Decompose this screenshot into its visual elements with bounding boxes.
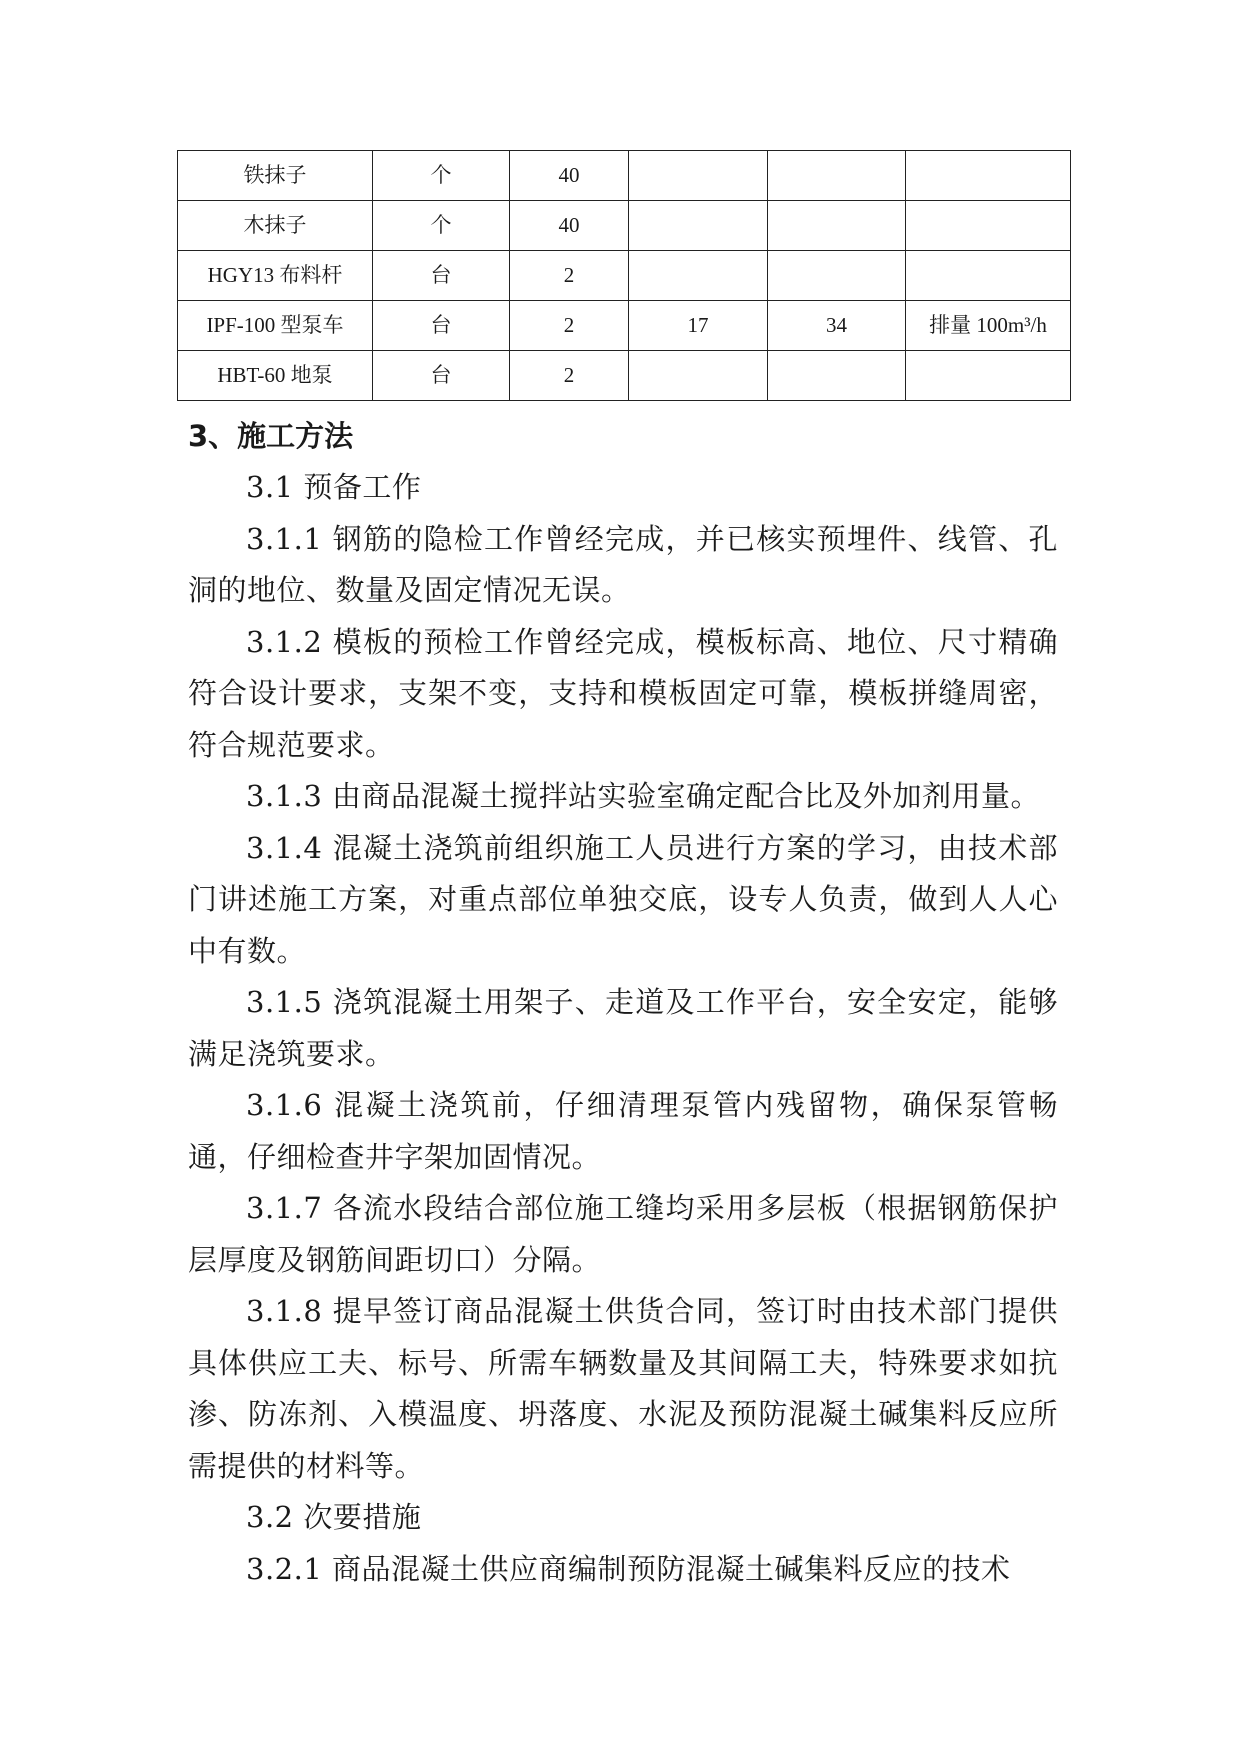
- quantity-cell: 40: [510, 201, 629, 251]
- equipment-name-cell: IPF-100 型泵车: [178, 301, 373, 351]
- table-row: [178, 301, 1071, 351]
- col5-cell: [768, 251, 906, 301]
- paragraph-3-1-6: 3.1.6 混凝土浇筑前，仔细清理泵管内残留物，确保泵管畅通，仔细检查井字架加固情况。: [188, 1088, 1058, 1174]
- table-row: [178, 151, 1071, 201]
- equipment-name-cell: HBT-60 地泵: [178, 351, 373, 401]
- equipment-table: [177, 150, 1071, 401]
- unit-cell: 个: [373, 201, 510, 251]
- note-cell: [906, 351, 1071, 401]
- quantity-cell: 2: [510, 351, 629, 401]
- paragraph-3-1-5: 3.1.5 浇筑混凝土用架子、走道及工作平台，安全安定，能够满足浇筑要求。: [188, 985, 1058, 1071]
- unit-cell: 台: [373, 351, 510, 401]
- col5-cell: [768, 201, 906, 251]
- note-cell: [906, 201, 1071, 251]
- document-body: [188, 410, 1058, 1595]
- paragraph-3-1-7: 3.1.7 各流水段结合部位施工缝均采用多层板（根据钢筋保护层厚度及钢筋间距切口）分隔。: [188, 1191, 1058, 1277]
- col4-cell: [629, 351, 768, 401]
- col4-cell: [629, 201, 768, 251]
- paragraph-3-1-2: 3.1.2 模板的预检工作曾经完成，模板标高、地位、尺寸精确符合设计要求，支架不变，支持和模板固定可靠，模板拼缝周密，符合规范要求。: [188, 624, 1058, 762]
- unit-cell: 台: [373, 301, 510, 351]
- subsection-heading: 3.1 预备工作: [246, 470, 422, 504]
- table-row: [178, 201, 1071, 251]
- col4-cell: 17: [629, 301, 768, 351]
- unit-cell: 个: [373, 151, 510, 201]
- paragraph-3-1-3: 3.1.3 由商品混凝土搅拌站实验室确定配合比及外加剂用量。: [246, 779, 1041, 813]
- quantity-cell: 2: [510, 251, 629, 301]
- note-cell: [906, 251, 1071, 301]
- quantity-cell: 2: [510, 301, 629, 351]
- subsection-heading: 3.2 次要措施: [246, 1500, 422, 1534]
- note-cell: [906, 151, 1071, 201]
- table-row: [178, 251, 1071, 301]
- equipment-name-cell: 木抹子: [178, 201, 373, 251]
- col5-cell: [768, 151, 906, 201]
- equipment-name-cell: 铁抹子: [178, 151, 373, 201]
- col5-cell: [768, 351, 906, 401]
- equipment-name-cell: HGY13 布料杆: [178, 251, 373, 301]
- paragraph-3-1-8: 3.1.8 提早签订商品混凝土供货合同，签订时由技术部门提供具体供应工夫、标号、所需车辆数量及其间隔工夫，特殊要求如抗渗、防冻剂、入模温度、坍落度、水泥及预防混凝土碱集料反应所需提供的材料等。: [188, 1294, 1058, 1483]
- col5-cell: 34: [768, 301, 906, 351]
- paragraph-3-1-4: 3.1.4 混凝土浇筑前组织施工人员进行方案的学习，由技术部门讲述施工方案，对重点部位单独交底，设专人负责，做到人人心中有数。: [188, 830, 1058, 968]
- paragraph-3-1-1: 3.1.1 钢筋的隐检工作曾经完成，并已核实预埋件、线管、孔洞的地位、数量及固定情况无误。: [188, 521, 1058, 607]
- paragraph-3-2-1: 3.2.1 商品混凝土供应商编制预防混凝土碱集料反应的技术: [246, 1551, 1011, 1586]
- table-row: [178, 351, 1071, 401]
- note-cell: 排量 100m³/h: [906, 301, 1071, 351]
- unit-cell: 台: [373, 251, 510, 301]
- section-heading: 3、施工方法: [188, 419, 354, 453]
- quantity-cell: 40: [510, 151, 629, 201]
- col4-cell: [629, 251, 768, 301]
- col4-cell: [629, 151, 768, 201]
